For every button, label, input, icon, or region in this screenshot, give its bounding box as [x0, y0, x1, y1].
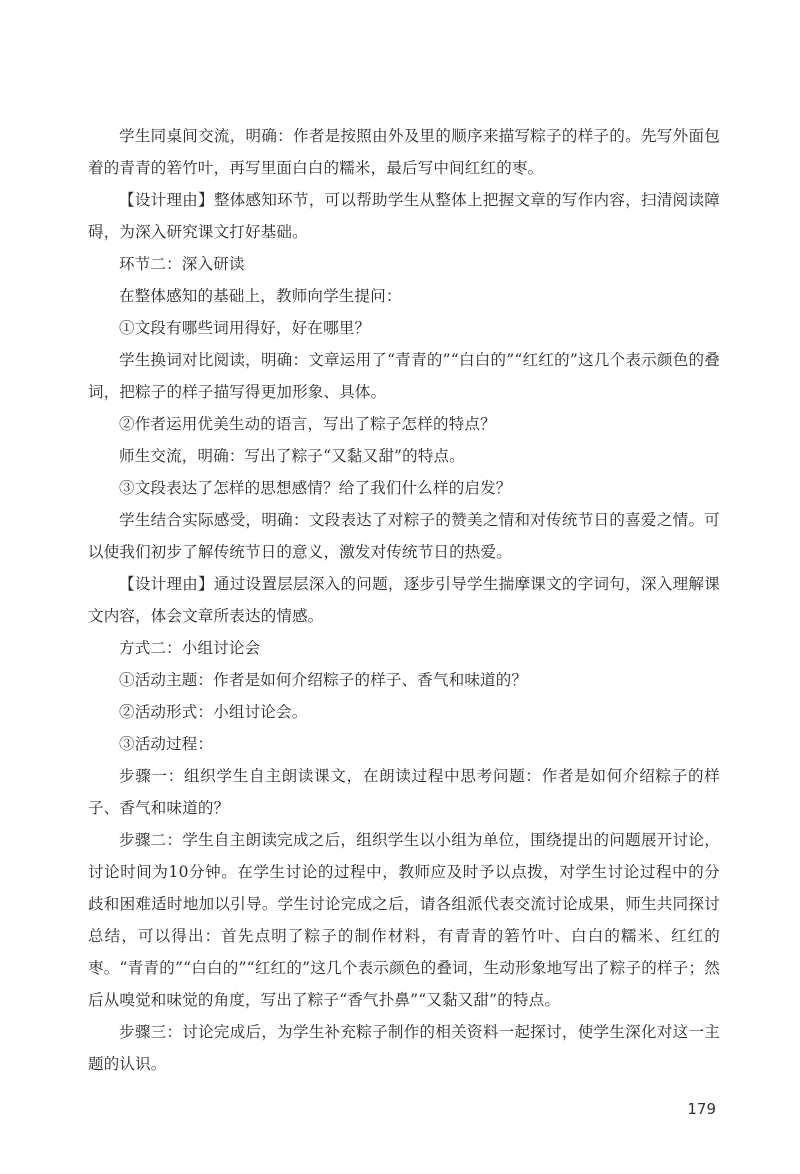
question-item: ②作者运用优美生动的语言，写出了粽子怎样的特点？ [119, 415, 496, 433]
step-paragraph: 步骤一：组织学生自主朗读课文，在朗读过程中思考问题：作者是如何介绍粽子的样子、香气和味道的？ [88, 767, 720, 817]
step-paragraph: 步骤三：讨论完成后，为学生补充粽子制作的相关资料一起探讨，使学生深化对这一主题的认识。 [88, 1023, 720, 1073]
paragraph: 【设计理由】通过设置层层深入的问题，逐步引导学生揣摩课文的字词句，深入理解课文内容，体会文章所表达的情感。 [88, 575, 720, 625]
activity-item: ③活动过程： [119, 735, 214, 753]
paragraph: 学生结合实际感受，明确：文段表达了对粽子的赞美之情和对传统节日的喜爱之情。可以使我们初步了解传统节日的意义，激发对传统节日的热爱。 [88, 511, 720, 561]
page-number: 179 [687, 1100, 716, 1118]
question-item: ①文段有哪些词用得好，好在哪里？ [119, 319, 371, 337]
question-item: ③文段表达了怎样的思想感情？给了我们什么样的启发？ [119, 479, 512, 497]
activity-item: ①活动主题：作者是如何介绍粽子的样子、香气和味道的？ [119, 671, 528, 689]
paragraph: 学生换词对比阅读，明确：文章运用了“青青的”“白白的”“红红的”这几个表示颜色的叠词，把粽子的样子描写得更加形象、具体。 [88, 351, 720, 401]
section-heading: 方式二：小组讨论会 [119, 639, 261, 657]
activity-item: ②活动形式：小组讨论会。 [119, 703, 308, 721]
paragraph: 在整体感知的基础上，教师向学生提问： [119, 287, 402, 305]
paragraph: 师生交流，明确：写出了粽子“又黏又甜”的特点。 [119, 447, 465, 465]
page-body [88, 120, 720, 1080]
paragraph: 【设计理由】整体感知环节，可以帮助学生从整体上把握文章的写作内容，扫清阅读障碍，为深入研究课文打好基础。 [88, 191, 720, 241]
step-paragraph: 步骤二：学生自主朗读完成之后，组织学生以小组为单位，围绕提出的问题展开讨论，讨论时间为10分钟。在学生讨论的过程中，教师应及时予以点拨，对学生讨论过程中的分歧和困难适时地加以引导。学生讨论完成之后，请各组派代表交流讨论成果，师生共同探讨总结，可以得出：首先点明了粽子的制作材料，有青青的箬竹叶、白白的糯米、红红的枣。“青青的”“白白的”“红红的”这几个表示颜色的叠词，生动形象地写出了粽子的样子；然后从嗅觉和味觉的角度，写出了粽子“香气扑鼻”“又黏又甜”的特点。 [88, 831, 720, 1009]
section-heading: 环节二：深入研读 [119, 255, 245, 273]
paragraph: 学生同桌间交流，明确：作者是按照由外及里的顺序来描写粽子的样子的。先写外面包着的青青的箬竹叶，再写里面白白的糯米，最后写中间红红的枣。 [88, 127, 720, 177]
